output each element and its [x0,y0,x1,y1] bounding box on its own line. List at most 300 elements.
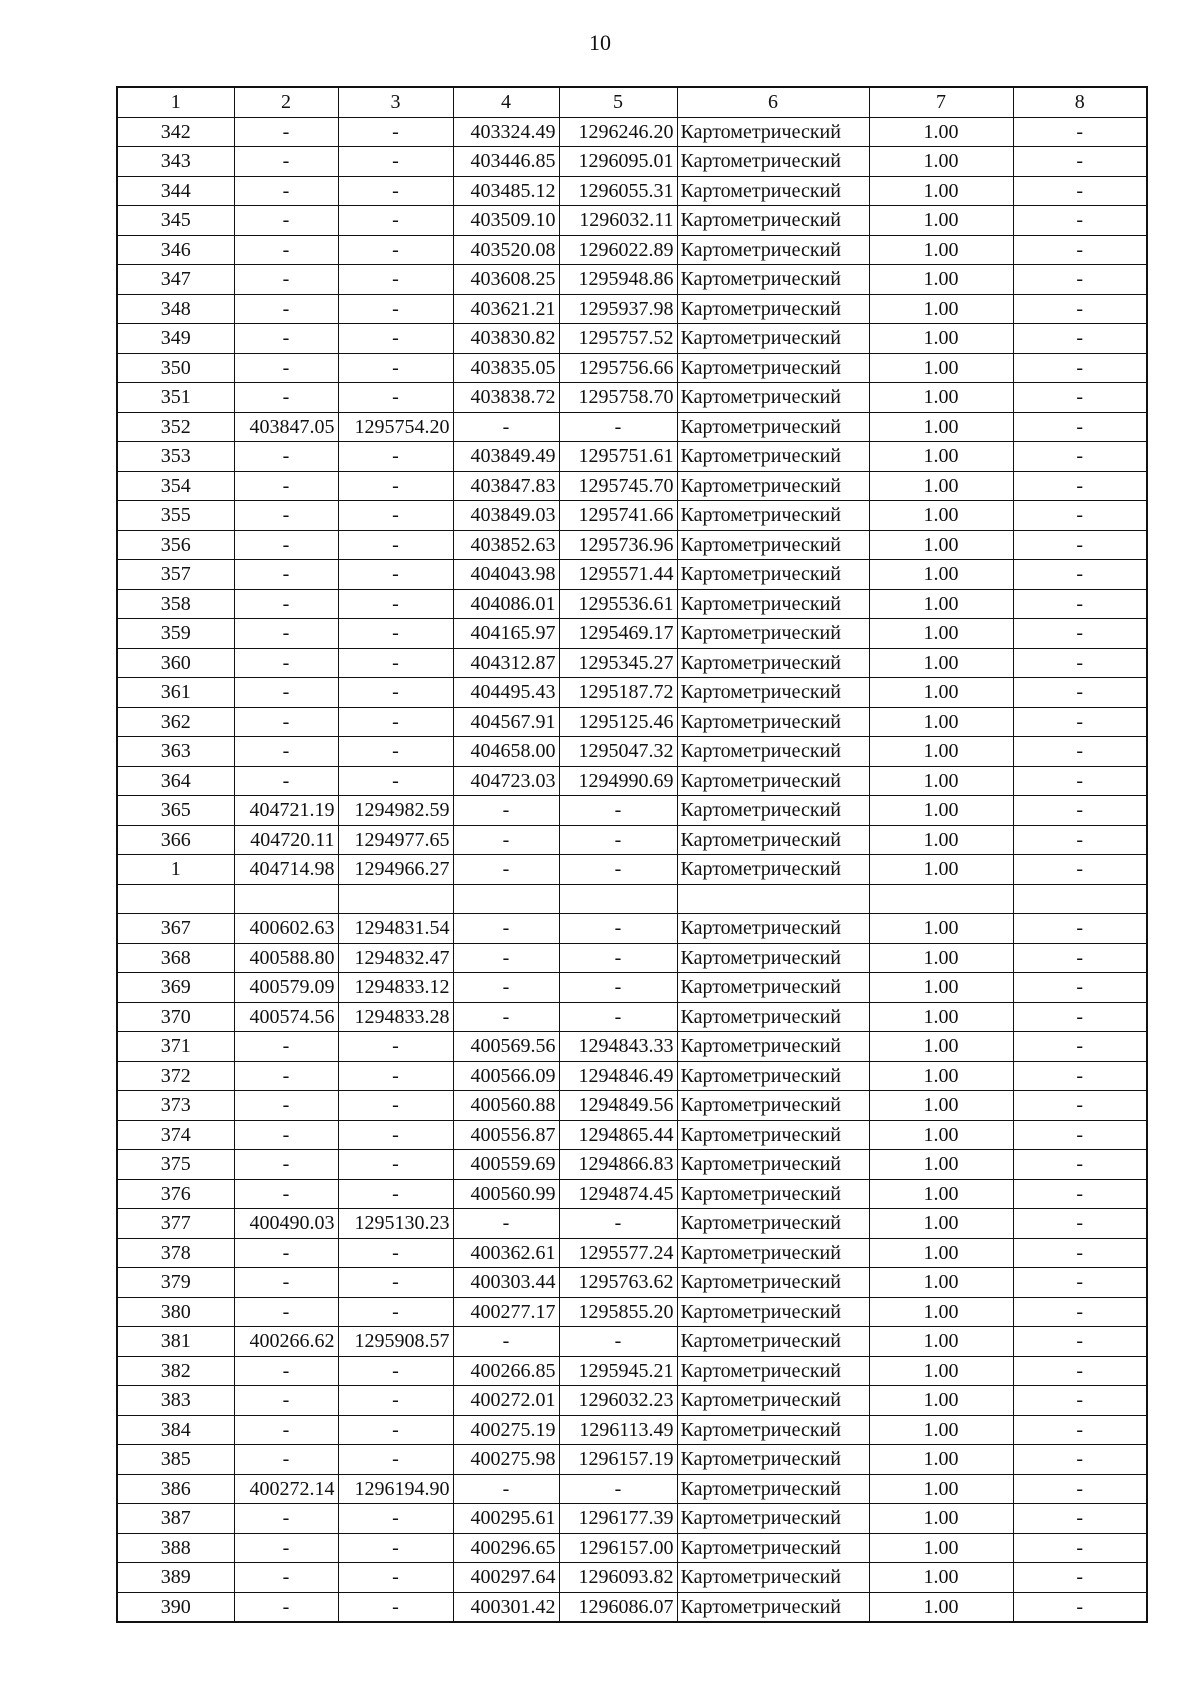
point-number-cell: 365 [117,796,234,826]
point-number-cell: 388 [117,1533,234,1563]
table-row [117,1179,1147,1209]
column-header: 7 [869,87,1013,117]
col8-value-cell: - [1013,1415,1147,1445]
col3-value-cell: 1295130.23 [338,1209,453,1239]
col3-value-cell [338,884,453,914]
y-coordinate-cell: 1296032.11 [559,206,677,236]
accuracy-cell: 1.00 [869,1445,1013,1475]
col3-value-cell: - [338,707,453,737]
table-row [117,1445,1147,1475]
x-coordinate-cell: 400275.98 [453,1445,559,1475]
col8-value-cell: - [1013,589,1147,619]
accuracy-cell: 1.00 [869,560,1013,590]
method-cell: Картометрический [677,707,869,737]
col2-value-cell: - [234,176,338,206]
col8-value-cell: - [1013,176,1147,206]
col8-value-cell: - [1013,501,1147,531]
col3-value-cell: 1294833.28 [338,1002,453,1032]
table-row [117,206,1147,236]
y-coordinate-cell: - [559,1002,677,1032]
table-row [117,117,1147,147]
y-coordinate-cell: 1295948.86 [559,265,677,295]
x-coordinate-cell: - [453,412,559,442]
table-row [117,1415,1147,1445]
col3-value-cell: 1295908.57 [338,1327,453,1357]
col2-value-cell: 400272.14 [234,1474,338,1504]
y-coordinate-cell: 1295937.98 [559,294,677,324]
col2-value-cell: - [234,117,338,147]
method-cell: Картометрический [677,678,869,708]
table-row [117,1297,1147,1327]
table-row [117,1504,1147,1534]
table-header [117,87,1147,117]
method-cell: Картометрический [677,1327,869,1357]
col3-value-cell: - [338,471,453,501]
col8-value-cell: - [1013,1209,1147,1239]
point-number-cell: 356 [117,530,234,560]
col3-value-cell: - [338,1356,453,1386]
table-body [117,117,1147,1622]
point-number-cell: 374 [117,1120,234,1150]
x-coordinate-cell: 400303.44 [453,1268,559,1298]
col3-value-cell: - [338,678,453,708]
table-row [117,353,1147,383]
method-cell: Картометрический [677,766,869,796]
point-number-cell: 389 [117,1563,234,1593]
point-number-cell: 355 [117,501,234,531]
table-row [117,147,1147,177]
method-cell: Картометрический [677,294,869,324]
table-row [117,1386,1147,1416]
col2-value-cell: - [234,324,338,354]
col3-value-cell: - [338,1563,453,1593]
x-coordinate-cell: 400559.69 [453,1150,559,1180]
col8-value-cell: - [1013,648,1147,678]
x-coordinate-cell: 400362.61 [453,1238,559,1268]
method-cell: Картометрический [677,235,869,265]
method-cell: Картометрический [677,1474,869,1504]
col3-value-cell: 1294831.54 [338,914,453,944]
y-coordinate-cell: 1296086.07 [559,1592,677,1622]
point-number-cell: 382 [117,1356,234,1386]
point-number-cell: 369 [117,973,234,1003]
y-coordinate-cell: 1295756.66 [559,353,677,383]
table-row [117,1091,1147,1121]
point-number-cell: 377 [117,1209,234,1239]
col3-value-cell: - [338,1091,453,1121]
method-cell: Картометрический [677,442,869,472]
col8-value-cell: - [1013,707,1147,737]
accuracy-cell: 1.00 [869,1415,1013,1445]
method-cell: Картометрический [677,1209,869,1239]
accuracy-cell: 1.00 [869,147,1013,177]
method-cell: Картометрический [677,560,869,590]
col8-value-cell: - [1013,1533,1147,1563]
col2-value-cell: - [234,442,338,472]
table-row [117,1002,1147,1032]
method-cell: Картометрический [677,1120,869,1150]
col2-value-cell: 400266.62 [234,1327,338,1357]
point-number-cell: 364 [117,766,234,796]
col2-value-cell: 404720.11 [234,825,338,855]
col3-value-cell: - [338,383,453,413]
accuracy-cell: 1.00 [869,796,1013,826]
method-cell: Картометрический [677,176,869,206]
point-number-cell: 366 [117,825,234,855]
point-number-cell: 370 [117,1002,234,1032]
col2-value-cell: - [234,1533,338,1563]
col3-value-cell: - [338,176,453,206]
accuracy-cell: 1.00 [869,471,1013,501]
point-number-cell: 384 [117,1415,234,1445]
x-coordinate-cell: - [453,796,559,826]
point-number-cell: 373 [117,1091,234,1121]
col2-value-cell: - [234,648,338,678]
point-number-cell: 342 [117,117,234,147]
accuracy-cell: 1.00 [869,648,1013,678]
col8-value-cell: - [1013,1504,1147,1534]
col3-value-cell: - [338,1415,453,1445]
table-row [117,1592,1147,1622]
y-coordinate-cell: 1296032.23 [559,1386,677,1416]
point-number-cell: 383 [117,1386,234,1416]
col2-value-cell: - [234,1415,338,1445]
col2-value-cell: - [234,471,338,501]
table-row [117,412,1147,442]
method-cell: Картометрический [677,1415,869,1445]
point-number-cell: 344 [117,176,234,206]
col8-value-cell: - [1013,442,1147,472]
point-number-cell: 376 [117,1179,234,1209]
col3-value-cell: - [338,560,453,590]
accuracy-cell: 1.00 [869,825,1013,855]
col8-value-cell: - [1013,1032,1147,1062]
method-cell: Картометрический [677,1356,869,1386]
table-row [117,707,1147,737]
y-coordinate-cell: - [559,412,677,442]
x-coordinate-cell: 404165.97 [453,619,559,649]
accuracy-cell: 1.00 [869,1238,1013,1268]
col8-value-cell: - [1013,1120,1147,1150]
method-cell: Картометрический [677,1091,869,1121]
x-coordinate-cell: 403849.03 [453,501,559,531]
accuracy-cell: 1.00 [869,914,1013,944]
x-coordinate-cell: 403520.08 [453,235,559,265]
col8-value-cell: - [1013,560,1147,590]
col8-value-cell: - [1013,678,1147,708]
col2-value-cell: - [234,206,338,236]
col8-value-cell: - [1013,1268,1147,1298]
table-row [117,294,1147,324]
col8-value-cell: - [1013,324,1147,354]
x-coordinate-cell: 400277.17 [453,1297,559,1327]
accuracy-cell: 1.00 [869,353,1013,383]
method-cell: Картометрический [677,117,869,147]
y-coordinate-cell: 1295047.32 [559,737,677,767]
col2-value-cell: - [234,1445,338,1475]
table-row [117,1120,1147,1150]
method-cell: Картометрический [677,1592,869,1622]
point-number-cell: 360 [117,648,234,678]
x-coordinate-cell: - [453,1474,559,1504]
point-number-cell: 350 [117,353,234,383]
method-cell: Картометрический [677,973,869,1003]
method-cell [677,884,869,914]
col2-value-cell: - [234,1504,338,1534]
y-coordinate-cell: 1295469.17 [559,619,677,649]
col8-value-cell [1013,884,1147,914]
y-coordinate-cell: 1296246.20 [559,117,677,147]
point-number-cell: 381 [117,1327,234,1357]
accuracy-cell: 1.00 [869,412,1013,442]
table-row [117,235,1147,265]
x-coordinate-cell: 400556.87 [453,1120,559,1150]
col3-value-cell: - [338,1150,453,1180]
point-number-cell: 343 [117,147,234,177]
col8-value-cell: - [1013,1445,1147,1475]
column-header: 6 [677,87,869,117]
x-coordinate-cell: 404567.91 [453,707,559,737]
accuracy-cell: 1.00 [869,1474,1013,1504]
y-coordinate-cell: - [559,943,677,973]
x-coordinate-cell: - [453,943,559,973]
accuracy-cell: 1.00 [869,1032,1013,1062]
point-number-cell: 345 [117,206,234,236]
x-coordinate-cell: 403621.21 [453,294,559,324]
method-cell: Картометрический [677,353,869,383]
col8-value-cell: - [1013,973,1147,1003]
col2-value-cell: - [234,353,338,383]
col2-value-cell: - [234,1091,338,1121]
accuracy-cell: 1.00 [869,442,1013,472]
x-coordinate-cell: 404086.01 [453,589,559,619]
col2-value-cell: - [234,1386,338,1416]
x-coordinate-cell: 403838.72 [453,383,559,413]
point-number-cell: 380 [117,1297,234,1327]
accuracy-cell: 1.00 [869,1091,1013,1121]
method-cell: Картометрический [677,471,869,501]
point-number-cell: 351 [117,383,234,413]
col3-value-cell: 1295754.20 [338,412,453,442]
x-coordinate-cell: 403830.82 [453,324,559,354]
x-coordinate-cell: 400296.65 [453,1533,559,1563]
col8-value-cell: - [1013,766,1147,796]
col2-value-cell: - [234,1150,338,1180]
method-cell: Картометрический [677,914,869,944]
table-row [117,1356,1147,1386]
col3-value-cell: 1294832.47 [338,943,453,973]
col3-value-cell: - [338,1032,453,1062]
y-coordinate-cell: 1295855.20 [559,1297,677,1327]
column-header: 8 [1013,87,1147,117]
accuracy-cell: 1.00 [869,619,1013,649]
point-number-cell: 375 [117,1150,234,1180]
y-coordinate-cell: 1295577.24 [559,1238,677,1268]
col8-value-cell: - [1013,1297,1147,1327]
y-coordinate-cell: 1296113.49 [559,1415,677,1445]
col3-value-cell: - [338,147,453,177]
col8-value-cell: - [1013,265,1147,295]
col2-value-cell: - [234,678,338,708]
accuracy-cell: 1.00 [869,265,1013,295]
col3-value-cell: - [338,1179,453,1209]
col8-value-cell: - [1013,147,1147,177]
point-number-cell: 357 [117,560,234,590]
y-coordinate-cell: 1294866.83 [559,1150,677,1180]
y-coordinate-cell: 1296055.31 [559,176,677,206]
y-coordinate-cell: 1296022.89 [559,235,677,265]
point-number-cell: 368 [117,943,234,973]
table-row [117,1268,1147,1298]
col3-value-cell: - [338,353,453,383]
point-number-cell: 387 [117,1504,234,1534]
method-cell: Картометрический [677,1386,869,1416]
x-coordinate-cell: 400301.42 [453,1592,559,1622]
accuracy-cell: 1.00 [869,1504,1013,1534]
col3-value-cell: - [338,1592,453,1622]
x-coordinate-cell: 404043.98 [453,560,559,590]
method-cell: Картометрический [677,648,869,678]
y-coordinate-cell: - [559,825,677,855]
table-row [117,1327,1147,1357]
col8-value-cell: - [1013,943,1147,973]
accuracy-cell: 1.00 [869,235,1013,265]
point-number-cell: 386 [117,1474,234,1504]
accuracy-cell: 1.00 [869,206,1013,236]
method-cell: Картометрический [677,1150,869,1180]
x-coordinate-cell: 400566.09 [453,1061,559,1091]
point-number-cell: 371 [117,1032,234,1062]
accuracy-cell: 1.00 [869,324,1013,354]
table-row [117,1563,1147,1593]
x-coordinate-cell: - [453,825,559,855]
x-coordinate-cell: 400560.88 [453,1091,559,1121]
accuracy-cell: 1.00 [869,530,1013,560]
col2-value-cell: 400588.80 [234,943,338,973]
x-coordinate-cell: 403509.10 [453,206,559,236]
col2-value-cell: - [234,265,338,295]
method-cell: Картометрический [677,1032,869,1062]
point-number-cell: 359 [117,619,234,649]
accuracy-cell: 1.00 [869,1120,1013,1150]
col8-value-cell: - [1013,1061,1147,1091]
col2-value-cell: - [234,530,338,560]
accuracy-cell: 1.00 [869,501,1013,531]
x-coordinate-cell: 404658.00 [453,737,559,767]
y-coordinate-cell: 1295125.46 [559,707,677,737]
table-row [117,1061,1147,1091]
col2-value-cell: - [234,619,338,649]
method-cell: Картометрический [677,530,869,560]
col3-value-cell: 1294966.27 [338,855,453,885]
y-coordinate-cell: 1295571.44 [559,560,677,590]
x-coordinate-cell: 404495.43 [453,678,559,708]
table-row [117,1032,1147,1062]
y-coordinate-cell: - [559,855,677,885]
method-cell: Картометрический [677,589,869,619]
table-row [117,796,1147,826]
column-header: 5 [559,87,677,117]
column-header: 2 [234,87,338,117]
col8-value-cell: - [1013,294,1147,324]
table-row [117,825,1147,855]
col3-value-cell: - [338,619,453,649]
y-coordinate-cell: 1295757.52 [559,324,677,354]
table-row [117,1209,1147,1239]
col3-value-cell: - [338,1061,453,1091]
table-row [117,1533,1147,1563]
col3-value-cell: - [338,117,453,147]
method-cell: Картометрический [677,737,869,767]
point-number-cell: 353 [117,442,234,472]
y-coordinate-cell: 1294865.44 [559,1120,677,1150]
col8-value-cell: - [1013,235,1147,265]
accuracy-cell [869,884,1013,914]
col2-value-cell: - [234,294,338,324]
y-coordinate-cell: 1295758.70 [559,383,677,413]
table-row [117,1474,1147,1504]
x-coordinate-cell: - [453,914,559,944]
y-coordinate-cell [559,884,677,914]
col8-value-cell: - [1013,206,1147,236]
col3-value-cell: - [338,1386,453,1416]
x-coordinate-cell: 403847.83 [453,471,559,501]
col8-value-cell: - [1013,1592,1147,1622]
table-row [117,648,1147,678]
col8-value-cell: - [1013,471,1147,501]
table-row [117,471,1147,501]
accuracy-cell: 1.00 [869,1209,1013,1239]
accuracy-cell: 1.00 [869,294,1013,324]
col8-value-cell: - [1013,1091,1147,1121]
col2-value-cell: 400490.03 [234,1209,338,1239]
method-cell: Картометрический [677,1533,869,1563]
table-row [117,530,1147,560]
col2-value-cell: 404721.19 [234,796,338,826]
col2-value-cell: 404714.98 [234,855,338,885]
table-row [117,737,1147,767]
accuracy-cell: 1.00 [869,1297,1013,1327]
table-row [117,1238,1147,1268]
col2-value-cell: 403847.05 [234,412,338,442]
col2-value-cell: - [234,501,338,531]
col2-value-cell: - [234,589,338,619]
point-number-cell: 358 [117,589,234,619]
y-coordinate-cell: 1296157.00 [559,1533,677,1563]
col8-value-cell: - [1013,1238,1147,1268]
col3-value-cell: 1294977.65 [338,825,453,855]
col2-value-cell: - [234,235,338,265]
y-coordinate-cell: 1294990.69 [559,766,677,796]
x-coordinate-cell: 404312.87 [453,648,559,678]
table-row [117,943,1147,973]
accuracy-cell: 1.00 [869,1386,1013,1416]
method-cell: Картометрический [677,1268,869,1298]
point-number-cell: 349 [117,324,234,354]
column-header: 1 [117,87,234,117]
y-coordinate-cell: 1296157.19 [559,1445,677,1475]
col3-value-cell: - [338,648,453,678]
x-coordinate-cell: 403446.85 [453,147,559,177]
col3-value-cell: - [338,1297,453,1327]
x-coordinate-cell: - [453,1209,559,1239]
y-coordinate-cell: - [559,1209,677,1239]
point-number-cell: 348 [117,294,234,324]
col8-value-cell: - [1013,1179,1147,1209]
col2-value-cell: - [234,1120,338,1150]
x-coordinate-cell: 400272.01 [453,1386,559,1416]
table-row [117,678,1147,708]
